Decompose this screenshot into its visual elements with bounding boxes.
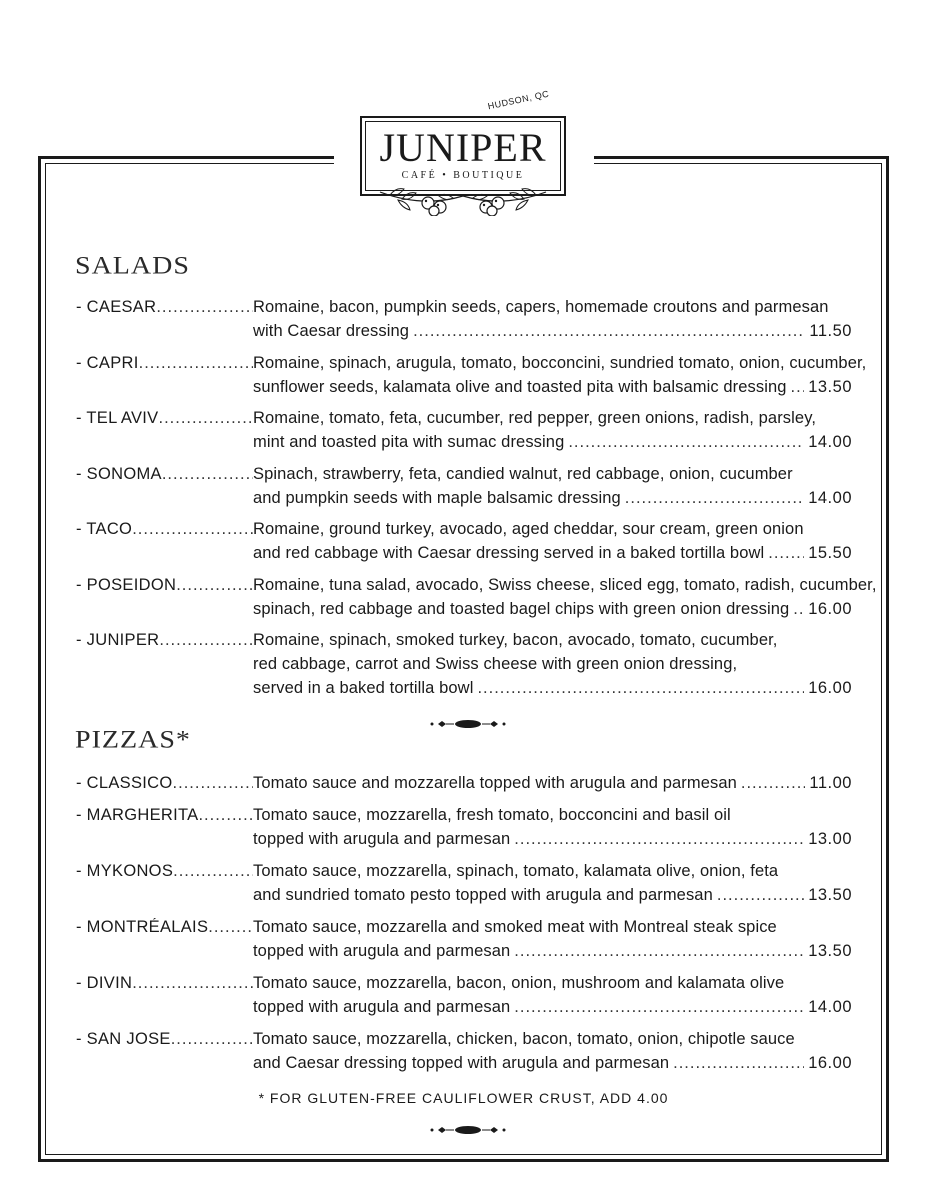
menu-item-name: - MARGHERITA <box>76 806 199 824</box>
menu-item-line <box>76 655 852 679</box>
leader-dots <box>673 1054 804 1073</box>
menu-item-line <box>76 520 852 544</box>
salad-item <box>76 465 852 513</box>
menu-item-price: 16.00 <box>808 599 852 618</box>
menu-item-name: - SAN JOSE <box>76 1030 171 1048</box>
menu-item-name: - CAESAR <box>76 298 157 316</box>
menu-item-description: and sundried tomato pesto topped with arugula and parmesan <box>253 886 713 904</box>
leader-dots <box>171 1030 253 1049</box>
menu-item-line <box>76 575 877 600</box>
leader-dots <box>741 774 806 793</box>
leader-dots <box>793 600 804 619</box>
leader-dots <box>477 679 804 698</box>
leader-dots <box>413 322 805 341</box>
menu-item-price: 16.00 <box>808 1054 852 1072</box>
menu-item-description: with Caesar dressing <box>253 322 410 340</box>
logo-city: HUDSON, QC <box>484 84 570 112</box>
pizzas-heading: PIZZAS* <box>75 726 191 754</box>
menu-item-name-col <box>76 298 253 317</box>
menu-item-name: - TEL AVIV <box>76 409 159 427</box>
menu-item-line <box>76 409 852 433</box>
leader-dots <box>158 409 253 428</box>
menu-item-price: 11.00 <box>809 774 852 792</box>
menu-item-description: Tomato sauce, mozzarella, fresh tomato, bocconcini and basil oil <box>253 806 731 824</box>
menu-item-name-col <box>76 520 253 539</box>
leader-dots <box>717 886 804 905</box>
menu-item-price: 13.50 <box>808 942 852 960</box>
salad-item <box>76 298 852 346</box>
menu-item-price: 13.50 <box>808 377 852 396</box>
menu-item-name: - MONTRÉALAIS <box>76 918 209 936</box>
menu-item-line <box>76 1054 852 1078</box>
leader-dots <box>173 774 253 793</box>
menu-item-name-col <box>76 774 253 793</box>
menu-item-description: Tomato sauce, mozzarella and smoked meat with Montreal steak spice <box>253 918 777 936</box>
menu-item-line <box>76 862 852 886</box>
menu-item-name: - TACO <box>76 520 133 538</box>
menu-item-name-col <box>76 974 253 993</box>
gluten-free-footnote: * FOR GLUTEN-FREE CAULIFLOWER CRUST, ADD 4.00 <box>258 1090 669 1106</box>
menu-item-description: Romaine, spinach, smoked turkey, bacon, avocado, tomato, cucumber, <box>253 631 778 649</box>
leader-dots <box>162 465 253 484</box>
menu-item-name: - JUNIPER <box>76 631 160 649</box>
menu-item-description: served in a baked tortilla bowl <box>253 679 474 697</box>
menu-item-line <box>76 600 852 624</box>
menu-item-description: Tomato sauce, mozzarella, bacon, onion, mushroom and kalamata olive <box>253 974 785 992</box>
pizza-item <box>76 918 852 966</box>
salads-heading: SALADS <box>75 252 190 280</box>
leader-dots <box>132 974 253 993</box>
leader-dots <box>173 862 253 881</box>
menu-item-name: - CLASSICO <box>76 774 173 792</box>
pizzas-list <box>76 774 852 1086</box>
menu-item-name-col <box>76 806 253 825</box>
menu-item-name-col <box>76 576 253 595</box>
menu-item-price: 14.00 <box>808 433 852 451</box>
menu-item-line <box>76 353 867 378</box>
menu-item-name-col <box>76 465 253 484</box>
leader-dots <box>208 918 253 937</box>
menu-item-description: red cabbage, carrot and Swiss cheese with green onion dressing, <box>253 655 738 673</box>
menu-item-price: 16.00 <box>808 679 852 697</box>
leader-dots <box>198 806 253 825</box>
leader-dots <box>514 942 804 961</box>
ornament-divider-icon <box>428 718 508 730</box>
menu-item-name: - SONOMA <box>76 464 162 483</box>
menu-item-description: and Caesar dressing topped with arugula and parmesan <box>253 1054 670 1072</box>
menu-item-name-col <box>76 862 253 881</box>
menu-item-name-col <box>76 409 253 428</box>
menu-item-line <box>76 918 852 942</box>
salad-item <box>76 409 852 457</box>
menu-item-line <box>76 806 852 830</box>
leader-dots <box>156 298 253 317</box>
juniper-branch-icon <box>378 178 548 216</box>
menu-item-description: Romaine, tomato, feta, cucumber, red pepper, green onions, radish, parsley, <box>253 409 817 427</box>
menu-item-line <box>76 544 852 568</box>
menu-item-price: 14.00 <box>808 488 852 507</box>
menu-item-name-col <box>76 918 253 937</box>
menu-item-description: Romaine, bacon, pumpkin seeds, capers, homemade croutons and parmesan <box>253 298 829 316</box>
menu-item-description: spinach, red cabbage and toasted bagel chips with green onion dressing <box>253 599 790 618</box>
menu-item-description: topped with arugula and parmesan <box>253 942 511 960</box>
pizza-item <box>76 806 852 854</box>
menu-item-price: 15.50 <box>808 544 852 562</box>
leader-dots <box>159 631 253 650</box>
menu-item-line <box>76 433 852 457</box>
menu-item-line <box>76 942 852 966</box>
leader-dots <box>176 576 253 595</box>
menu-item-line <box>76 679 852 703</box>
ornament-divider-bottom-icon <box>428 1124 508 1136</box>
menu-item-description: Tomato sauce, mozzarella, chicken, bacon, tomato, onion, chipotle sauce <box>253 1030 795 1048</box>
menu-item-name-col <box>76 1030 253 1049</box>
menu-item-line <box>76 886 852 910</box>
pizza-item <box>76 1030 852 1078</box>
leader-dots <box>514 998 804 1017</box>
menu-item-description: Romaine, tuna salad, avocado, Swiss cheese, sliced egg, tomato, radish, cucumber, <box>253 575 877 594</box>
menu-item-description: and pumpkin seeds with maple balsamic dressing <box>253 488 621 507</box>
salad-item <box>76 520 852 568</box>
menu-item-description: topped with arugula and parmesan <box>253 830 511 848</box>
leader-dots <box>514 830 804 849</box>
pizza-item <box>76 774 852 798</box>
menu-item-name-col <box>76 631 253 650</box>
menu-item-price: 13.00 <box>808 830 852 848</box>
menu-item-line <box>76 298 852 322</box>
leader-dots <box>139 354 253 373</box>
menu-item-name: - DIVIN <box>76 974 133 992</box>
menu-item-line <box>76 322 852 346</box>
leader-dots <box>625 489 804 508</box>
menu-item-description: Tomato sauce, mozzarella, spinach, tomato, kalamata olive, onion, feta <box>253 862 779 880</box>
menu-item-description: topped with arugula and parmesan <box>253 998 511 1016</box>
logo-name: JUNIPER <box>379 125 547 170</box>
menu-item-description: and red cabbage with Caesar dressing served in a baked tortilla bowl <box>253 544 765 562</box>
salad-item <box>76 631 852 703</box>
menu-item-price: 13.50 <box>808 886 852 904</box>
menu-item-name: - POSEIDON <box>76 575 177 594</box>
menu-item-line <box>76 974 852 998</box>
leader-dots <box>768 544 804 563</box>
salad-item <box>76 575 877 624</box>
menu-item-line <box>76 465 852 489</box>
menu-item-name-col <box>76 354 253 373</box>
logo-subtitle: CAFÉ • BOUTIQUE <box>401 170 525 181</box>
leader-dots <box>791 378 805 397</box>
menu-item-line <box>76 998 852 1022</box>
pizza-item <box>76 862 852 910</box>
salad-item <box>76 353 867 402</box>
menu-item-line <box>76 378 852 402</box>
pizza-item <box>76 974 852 1022</box>
menu-item-description: mint and toasted pita with sumac dressing <box>253 433 565 451</box>
menu-item-description: sunflower seeds, kalamata olive and toasted pita with balsamic dressing <box>253 377 787 396</box>
menu-item-line <box>76 830 852 854</box>
leader-dots <box>132 520 253 539</box>
menu-item-line <box>76 1030 852 1054</box>
menu-item-line <box>76 774 852 798</box>
menu-item-description: Romaine, spinach, arugula, tomato, bocconcini, sundried tomato, onion, cucumber, <box>253 353 867 372</box>
menu-item-price: 11.50 <box>809 322 852 340</box>
menu-item-price: 14.00 <box>808 998 852 1016</box>
juniper-logo <box>360 88 566 212</box>
menu-item-name: - MYKONOS <box>76 862 174 880</box>
menu-item-description: Tomato sauce and mozzarella topped with arugula and parmesan <box>253 774 737 792</box>
menu-item-line <box>76 489 852 513</box>
leader-dots <box>568 433 804 452</box>
menu-item-description: Romaine, ground turkey, avocado, aged cheddar, sour cream, green onion <box>253 520 804 538</box>
salads-list <box>76 298 877 711</box>
menu-item-line <box>76 631 852 655</box>
menu-item-description: Spinach, strawberry, feta, candied walnut, red cabbage, onion, cucumber <box>253 464 793 483</box>
menu-item-name: - CAPRI <box>76 353 139 372</box>
